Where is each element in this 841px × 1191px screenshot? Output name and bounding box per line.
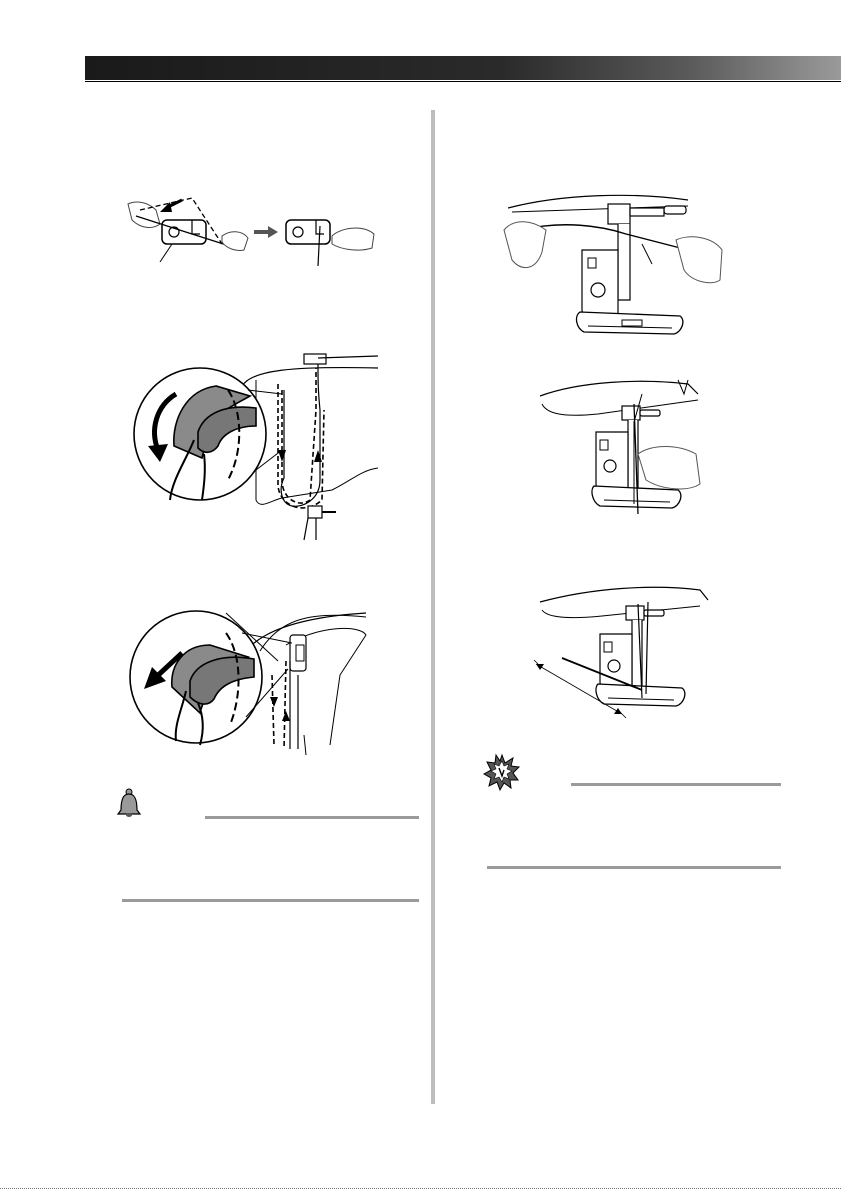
bell-icon — [116, 788, 142, 818]
note-bottom-rule — [122, 899, 419, 902]
thread-guide-illustration — [126, 190, 386, 270]
thread-through-foot-figure — [538, 374, 703, 524]
thread-pulled-out-figure — [532, 578, 712, 728]
caution-bottom-rule — [487, 866, 781, 869]
note-bell-icon — [116, 788, 142, 818]
thread-path-illustration — [132, 350, 382, 540]
page-bottom-edge — [0, 1188, 841, 1189]
needle-bar-guide-figure — [130, 605, 370, 750]
needle-threader-illustration — [502, 190, 727, 350]
caution-starburst-icon — [484, 754, 520, 790]
thread-guide-hook-figure — [126, 190, 386, 270]
note-top-rule — [205, 816, 419, 819]
column-divider — [431, 110, 435, 1104]
thread-length-illustration — [532, 578, 712, 728]
header-rule — [85, 81, 841, 82]
needle-bar-guide-illustration — [130, 605, 370, 750]
take-up-lever-path-figure — [132, 350, 382, 540]
caution-starburst — [484, 754, 520, 790]
presser-foot-illustration — [538, 374, 703, 524]
needle-threading-figure — [502, 190, 727, 350]
caution-top-rule — [571, 783, 781, 786]
header-bar — [85, 56, 841, 80]
